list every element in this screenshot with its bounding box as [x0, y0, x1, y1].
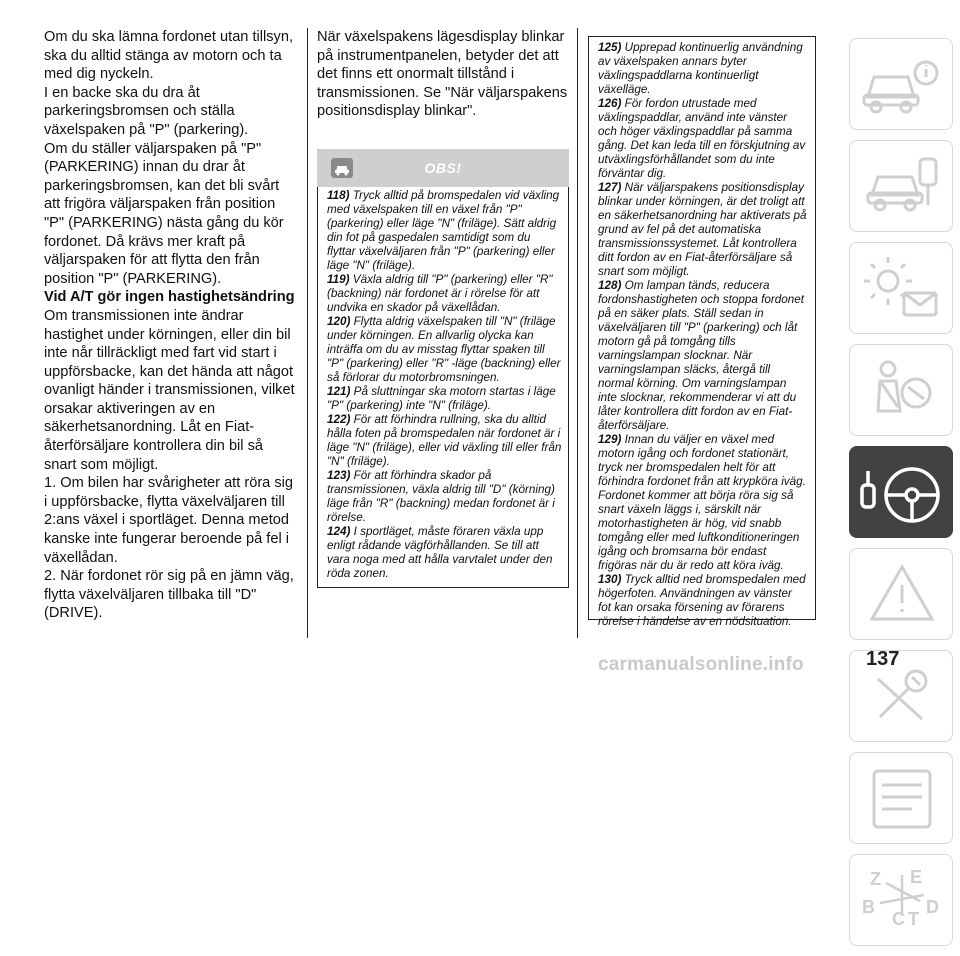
note-number: 120): [327, 314, 351, 328]
tab-safety[interactable]: [849, 344, 953, 436]
warning-title: OBS!: [424, 159, 462, 176]
note-text: Upprepad kontinuerlig användning av växelspaken annars byter växlingspaddlarna kontinuerligt växelläge.: [598, 41, 803, 96]
note-number: 122): [327, 412, 351, 426]
technical-data-icon: [850, 753, 953, 844]
note-number: 119): [327, 272, 350, 286]
chapter-tabs: [849, 38, 953, 956]
note-text: För att förhindra skador på transmissionen, växla aldrig till "D" (körning) läge från "R" (backning) medan fordonet är i rörelse.: [327, 468, 555, 524]
note-text: På sluttningar ska motorn startas i läge "P" (parkering) inte "N" (friläge).: [327, 384, 556, 412]
note-number: 125): [598, 41, 622, 54]
note-item: [598, 41, 807, 97]
note-item: [327, 469, 562, 525]
note-item: [598, 181, 807, 279]
footer-watermark: carmanualsonline.info: [598, 654, 804, 675]
note-number: 126): [598, 97, 622, 110]
note-number: 118): [327, 188, 350, 202]
note-item: [327, 413, 562, 469]
note-text: För att förhindra rullning, ska du alltid hålla foten på bromspedalen när fordonet är i läge "N" (friläge), eller vid växling till eller från "N" (friläge).: [327, 412, 562, 468]
index-icon: [850, 855, 953, 946]
warning-header: [317, 149, 569, 187]
tab-car-info[interactable]: [849, 38, 953, 130]
car-warning-icon: [331, 158, 353, 178]
note-number: 129): [598, 433, 622, 446]
note-number: 124): [327, 524, 351, 538]
paragraph: 2. När fordonet rör sig på en jämn väg, flytta växelväljaren tillbaka till "D" (DRIVE).: [44, 568, 294, 622]
index-letter: D: [926, 897, 939, 917]
note-text: Innan du väljer en växel med motorn igång och fordonet stationärt, tryck ner bromspedalen helt för att förhindra fordonet från att krypköra iväg. Fordonet kommer att börja röra sig så snart växeln läggs i, särskilt när motorhastigheten är hög, vid snabb tomgång eller med luftkonditioneringen igång och bromsarna bör endast frigöras när du är redo att köra iväg.: [598, 433, 806, 572]
paragraph: I en backe ska du dra åt parkeringsbromsen och ställa växelspaken på "P" (parkering).: [44, 84, 249, 138]
tab-emergency[interactable]: [849, 548, 953, 640]
note-number: 130): [598, 573, 622, 586]
column-divider: [307, 28, 308, 638]
car-key-icon: [850, 141, 953, 232]
column-main-text: [44, 28, 296, 623]
paragraph: Om du ska lämna fordonet utan tillsyn, ska du alltid stänga av motorn och ta med dig nyckeln.: [44, 29, 294, 83]
note-number: 121): [327, 384, 351, 398]
note-item: [327, 273, 562, 315]
tab-technical-data[interactable]: [849, 752, 953, 844]
note-item: [598, 279, 807, 433]
tab-starting-driving[interactable]: [849, 446, 953, 538]
starting-driving-icon: [850, 447, 953, 538]
index-letter: E: [910, 867, 923, 887]
index-letter: B: [862, 897, 875, 917]
note-item: [598, 97, 807, 181]
paragraph: 1. Om bilen har svårigheter att röra sig i uppförsbacke, flytta växelväljaren till 2:ans växel i sportläget. Denna metod kanske inte fungerar beroende på fel i växellådan.: [44, 475, 294, 566]
safety-icon: [850, 345, 953, 436]
tab-warning-lights[interactable]: [849, 242, 953, 334]
note-text: För fordon utrustade med växlingspaddlar, använd inte vänster och höger växlingspaddlar på samma gång. Det kan leda till en förskjutning av utväxlingsförhållandet som du inte förväntar dig.: [598, 97, 806, 180]
note-text: I sportläget, måste föraren växla upp enligt rådande vägförhållanden. Se till att vara noga med att hålla varvtalet under den röda zonen.: [327, 524, 553, 580]
note-item: [327, 525, 562, 581]
note-text: Växla aldrig till "P" (parkering) eller "R" (backning) när fordonet är i rörelse för att undvika en skador på växellådan.: [327, 272, 553, 314]
note-text: Tryck alltid på bromspedalen vid växling med växelspaken till en växel från "P" (parkering) eller läge "N" (friläge). Sätt aldrig din fot på gaspedalen samtidigt som du flyttar växelväljaren från "P" (parkering) eller läge "N" (friläge).: [327, 188, 560, 272]
section-heading: Vid A/T gör ingen hastighetsändring: [44, 289, 295, 306]
note-item: [327, 315, 562, 385]
warning-notes-box: [317, 187, 569, 588]
note-text: När väljarspakens positionsdisplay blinkar under körningen, är det troligt att en säkerhetsanordning har aktiverats på grund av fel på det automatiska transmissionssystemet. Låt kontrollera ditt fordon av en Fiat-återförsäljare så snart som möjligt.: [598, 181, 807, 278]
tab-index[interactable]: [849, 854, 953, 946]
index-letter: C: [892, 909, 905, 929]
car-info-icon: [850, 39, 953, 130]
note-text: Om lampan tänds, reducera fordonshastigheten och stoppa fordonet på en säker plats. Ställ sedan in växelväljaren till "P" (parkering) och låt motorn gå på tomgång tills varningslampan slocknar. När varningslampan släcks, återgå till normal körning. Om varningslampan inte slocknar, rekommenderar vi att du låter kontrollera ditt fordon av en Fiat-återförsäljare.: [598, 279, 804, 432]
emergency-icon: [850, 549, 953, 640]
note-text: Flytta aldrig växelspaken till "N" (friläge under körningen. En allvarlig olycka kan inträffa om du av misstag flyttar spaken till "P" (parkering) eller "R" -läge (backning) eller så förlorar du motorbromsningen.: [327, 314, 561, 384]
paragraph: Om transmissionen inte ändrar hastighet under körningen, eller din bil inte når tillräckligt med fart vid start i uppförsbacke, kan det hända att något ovanligt händer i transmissionen, vilket orsakar aktiveringen av en säkerhetsanordning. Låt en Fiat-återförsäljare kontrollera din bil så snart som möjligt.: [44, 307, 295, 473]
index-letter: Z: [870, 869, 881, 889]
note-item: [327, 189, 562, 273]
note-text: Tryck alltid ned bromspedalen med högerfoten. Användningen av vänster fot kan orsaka försening av förarens rörelse i händelse av en nödsituation.: [598, 573, 806, 628]
note-number: 128): [598, 279, 622, 292]
column-warning: [317, 28, 569, 588]
note-item: [327, 385, 562, 413]
note-number: 127): [598, 181, 622, 194]
note-number: 123): [327, 468, 351, 482]
warning-lights-icon: [850, 243, 953, 334]
column-divider: [577, 28, 578, 638]
tab-car-keys[interactable]: [849, 140, 953, 232]
paragraph: Om du ställer väljarspaken på "P" (PARKERING) innan du drar åt parkeringsbromsen, kan det bli svårt att frigöra väljarspaken från position "P" (PARKERING) nästa gång du kör fordonet. Då krävs mer kraft på väljarspaken för att flytta den från position "P" (PARKERING).: [44, 140, 284, 287]
page-number: 137: [866, 648, 900, 670]
index-letter: T: [908, 909, 919, 929]
paragraph: När växelspakens lägesdisplay blinkar på instrumentpanelen, betyder det att det finns ett onormalt tillstånd i transmissionen. Se "När väljarspakens positionsdisplay blinkar".: [317, 29, 568, 120]
note-item: [598, 573, 807, 629]
note-item: [598, 433, 807, 573]
notes-box: [588, 36, 816, 628]
